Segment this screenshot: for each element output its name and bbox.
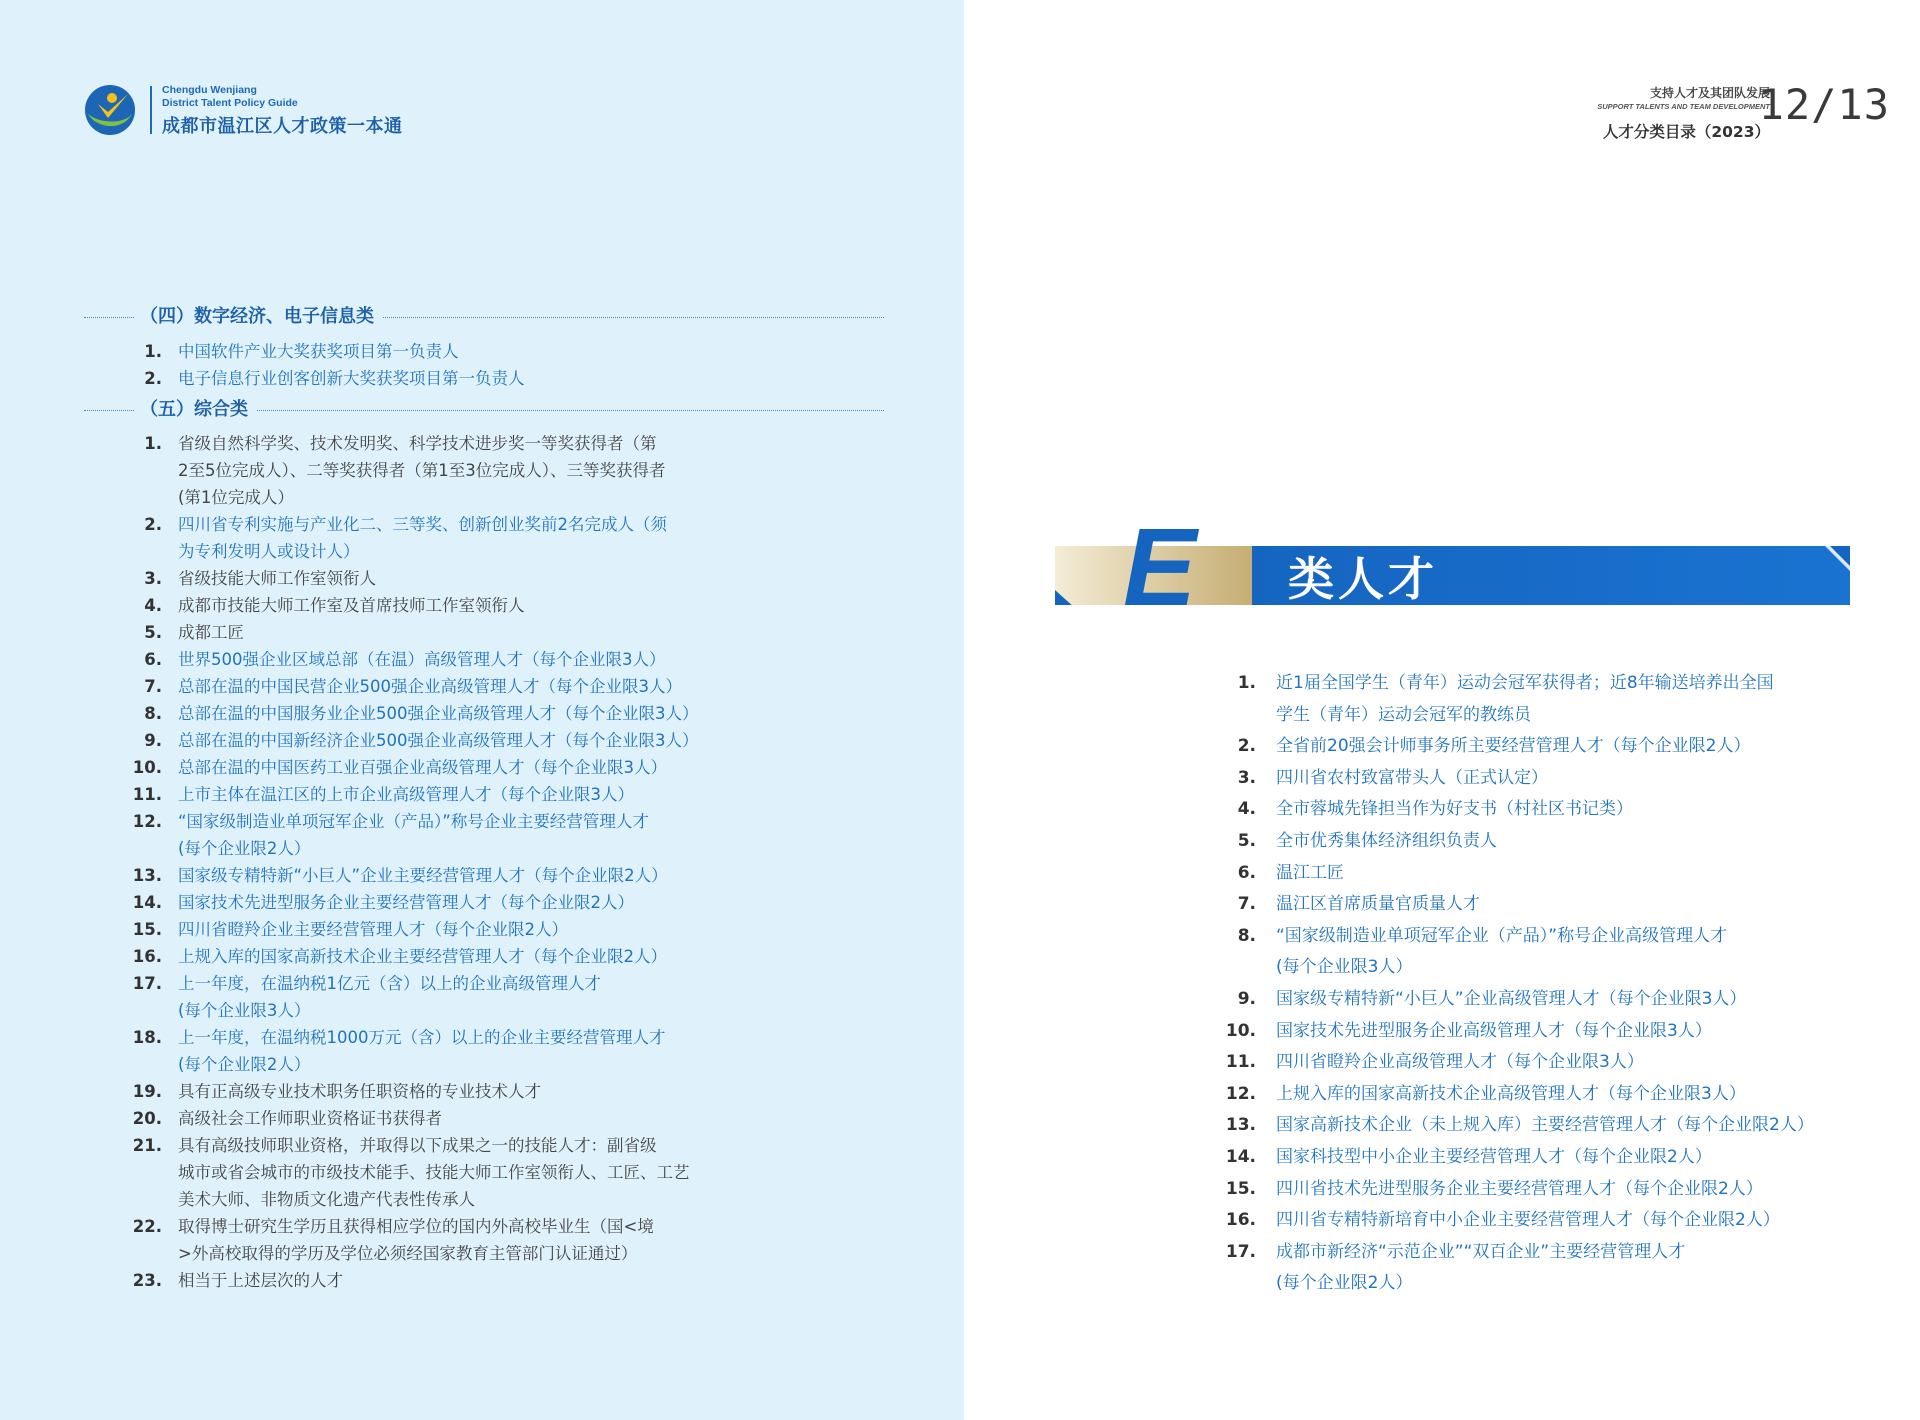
item-number: 5.	[1237, 830, 1256, 851]
item-number: 13.	[1225, 1115, 1256, 1136]
item-number: 13.	[132, 866, 162, 885]
item-text: 近1届全国学生（青年）运动会冠军获得者；近8年输送培养出全国	[1276, 673, 1774, 693]
banner-letter-e: E	[1123, 506, 1197, 605]
item-number: 14.	[132, 893, 162, 912]
item-text: 上一年度，在温纳税1亿元（含）以上的企业高级管理人才	[178, 974, 601, 993]
list-item	[1225, 1047, 1876, 1079]
logo-english-text	[162, 84, 298, 110]
item-text: (每个企业限3人）	[178, 1001, 311, 1020]
item-text: 2至5位完成人）、二等奖获得者（第1至3位完成人）、三等奖获得者	[178, 461, 666, 480]
list-item	[1237, 858, 1876, 890]
list-item	[1237, 763, 1876, 795]
list-item	[144, 727, 828, 754]
item-text: 上一年度，在温纳税1000万元（含）以上的企业主要经营管理人才	[178, 1028, 666, 1047]
list-item	[1225, 1110, 1876, 1142]
item-number: 5.	[144, 623, 162, 642]
item-text: 国家技术先进型服务企业高级管理人才（每个企业限3人）	[1276, 1020, 1712, 1041]
list-item	[132, 754, 828, 781]
item-number: 18.	[132, 1028, 162, 1047]
list-item	[144, 673, 828, 700]
item-number: 2.	[144, 369, 162, 388]
item-text: 四川省专利实施与产业化二、三等奖、创新创业奖前2名完成人（须	[178, 515, 667, 534]
item-number: 10.	[132, 758, 162, 777]
list-item	[1225, 1142, 1876, 1174]
page-numbers: 12/13	[1758, 80, 1890, 129]
item-text: 四川省瞪羚企业主要经营管理人才（每个企业限2人）	[178, 920, 568, 939]
item-text: 国家级专精特新“小巨人”企业主要经营管理人才（每个企业限2人）	[178, 866, 668, 885]
logo	[84, 84, 484, 144]
logo-en-line1: Chengdu Wenjiang	[162, 84, 257, 96]
list-item	[1237, 668, 1876, 731]
item-text: 总部在温的中国民营企业500强企业高级管理人才（每个企业限3人）	[178, 677, 682, 696]
item-text: 成都工匠	[178, 623, 244, 642]
list-item	[132, 808, 828, 862]
list-item	[132, 781, 828, 808]
list-item	[132, 1078, 828, 1105]
item-number: 2.	[144, 515, 162, 534]
item-text: (第1位完成人）	[178, 488, 294, 507]
item-text: 城市或省会城市的市级技术能手、技能大师工作室领衔人、工匠、工艺	[178, 1163, 690, 1182]
header-cn-bottom: 人才分类目录（2023）	[1602, 123, 1770, 141]
list-item	[144, 511, 828, 565]
list-item	[1237, 826, 1876, 858]
item-text: 相当于上述层次的人才	[178, 1271, 343, 1290]
list-item	[132, 889, 828, 916]
logo-emblem-icon	[84, 84, 136, 136]
list-item	[1225, 1205, 1876, 1237]
list-item	[1225, 1016, 1876, 1048]
list-item	[132, 916, 828, 943]
item-text: 取得博士研究生学历且获得相应学位的国内外高校毕业生（国<境	[178, 1217, 654, 1236]
item-text: 国家技术先进型服务企业主要经营管理人才（每个企业限2人）	[178, 893, 634, 912]
item-number: 20.	[132, 1109, 162, 1128]
item-text: 国家科技型中小企业主要经营管理人才（每个企业限2人）	[1276, 1146, 1712, 1167]
item-number: 23.	[132, 1271, 162, 1290]
item-text: (每个企业限2人）	[178, 1055, 311, 1074]
section-5-list	[132, 430, 828, 1294]
list-item	[144, 619, 828, 646]
item-number: 1.	[144, 434, 162, 453]
item-number: 10.	[1225, 1020, 1256, 1041]
item-number: 16.	[1225, 1210, 1256, 1231]
list-item	[144, 365, 828, 392]
item-text: “国家级制造业单项冠军企业（产品）”称号企业主要经营管理人才	[178, 812, 649, 831]
banner-graphic	[1055, 505, 1850, 605]
item-number: 15.	[1225, 1178, 1256, 1199]
item-text: 上规入库的国家高新技术企业主要经营管理人才（每个企业限2人）	[178, 947, 667, 966]
item-number: 7.	[144, 677, 162, 696]
item-number: 12.	[132, 812, 162, 831]
item-number: 9.	[144, 731, 162, 750]
item-number: 2.	[1237, 736, 1256, 757]
item-number: 22.	[132, 1217, 162, 1236]
right-page-header	[1530, 80, 1890, 150]
list-item	[132, 970, 828, 1024]
header-en: SUPPORT TALENTS AND TEAM DEVELOPMENT	[1597, 102, 1770, 111]
item-text: 具有正高级专业技术职务任职资格的专业技术人才	[178, 1082, 541, 1101]
item-text: (每个企业限3人）	[1276, 957, 1413, 978]
item-number: 6.	[1237, 862, 1256, 883]
list-item	[132, 1213, 828, 1267]
list-item	[144, 430, 828, 511]
section-4-heading	[84, 303, 884, 333]
item-text: 上市主体在温江区的上市企业高级管理人才（每个企业限3人）	[178, 785, 634, 804]
list-item	[1225, 1174, 1876, 1206]
item-number: 17.	[132, 974, 162, 993]
section-5-heading	[84, 396, 884, 426]
item-text: 四川省农村致富带头人（正式认定）	[1276, 767, 1548, 788]
item-text: 温江区首席质量官质量人才	[1276, 894, 1480, 915]
list-item	[1237, 921, 1876, 984]
section-4-list	[144, 338, 828, 392]
list-item	[132, 1132, 828, 1213]
item-text: 成都市新经济“示范企业”“双百企业”主要经营管理人才	[1276, 1241, 1686, 1262]
item-number: 11.	[1225, 1052, 1256, 1073]
item-number: 17.	[1225, 1241, 1256, 1262]
item-text: 全市优秀集体经济组织负责人	[1276, 830, 1497, 851]
item-number: 4.	[1237, 799, 1256, 820]
item-text: 四川省瞪羚企业高级管理人才（每个企业限3人）	[1276, 1052, 1644, 1073]
list-item	[144, 592, 828, 619]
item-text: 四川省技术先进型服务企业主要经营管理人才（每个企业限2人）	[1276, 1178, 1763, 1199]
list-item	[132, 1105, 828, 1132]
item-number: 1.	[1237, 673, 1256, 693]
item-text: 电子信息行业创客创新大奖获奖项目第一负责人	[178, 369, 525, 388]
item-number: 12.	[1225, 1083, 1256, 1104]
item-number: 16.	[132, 947, 162, 966]
item-text: 美术大师、非物质文化遗产代表性传承人	[178, 1190, 475, 1209]
list-item	[132, 943, 828, 970]
list-item	[144, 338, 828, 365]
item-text: 为专利发明人或设计人）	[178, 542, 360, 561]
list-item	[1237, 889, 1876, 921]
item-text: 省级技能大师工作室领衔人	[178, 569, 376, 588]
list-item	[1237, 984, 1876, 1016]
item-text: 成都市技能大师工作室及首席技师工作室领衔人	[178, 596, 525, 615]
list-item	[144, 565, 828, 592]
logo-divider	[150, 86, 152, 134]
item-text: 省级自然科学奖、技术发明奖、科学技术进步奖一等奖获得者（第	[178, 434, 657, 453]
list-item	[132, 1267, 828, 1294]
section-4-title: （四）数字经济、电子信息类	[140, 303, 382, 331]
item-text: 四川省专精特新培育中小企业主要经营管理人才（每个企业限2人）	[1276, 1210, 1780, 1231]
item-number: 6.	[144, 650, 162, 669]
list-item	[144, 646, 828, 673]
item-number: 14.	[1225, 1146, 1256, 1167]
item-text: 全市蓉城先锋担当作为好支书（村社区书记类）	[1276, 799, 1633, 820]
list-item	[132, 1024, 828, 1078]
item-text: (每个企业限2人）	[178, 839, 311, 858]
banner-title: 类人才	[1288, 553, 1438, 605]
item-number: 4.	[144, 596, 162, 615]
header-cn-top: 支持人才及其团队发展	[1649, 86, 1770, 100]
logo-chinese-title: 成都市温江区人才政策一本通	[162, 116, 403, 137]
list-item	[144, 700, 828, 727]
item-number: 3.	[144, 569, 162, 588]
item-text: 国家级专精特新“小巨人”企业高级管理人才（每个企业限3人）	[1276, 988, 1747, 1009]
item-text: 总部在温的中国服务业企业500强企业高级管理人才（每个企业限3人）	[178, 704, 699, 723]
item-number: 19.	[132, 1082, 162, 1101]
item-text: 高级社会工作师职业资格证书获得者	[178, 1109, 442, 1128]
e-category-list	[1225, 668, 1876, 1300]
item-number: 9.	[1237, 988, 1256, 1009]
item-number: 21.	[132, 1136, 162, 1155]
item-text: 总部在温的中国医药工业百强企业高级管理人才（每个企业限3人）	[178, 758, 667, 777]
item-text: 中国软件产业大奖获奖项目第一负责人	[178, 342, 459, 361]
item-text: >外高校取得的学历及学位必须经国家教育主管部门认证通过）	[178, 1244, 638, 1263]
list-item	[1225, 1237, 1876, 1300]
dotted-rule	[84, 317, 134, 318]
item-number: 1.	[144, 342, 162, 361]
item-text: 学生（青年）运动会冠军的教练员	[1276, 704, 1531, 725]
list-item	[1237, 731, 1876, 763]
item-text: 具有高级技师职业资格，并取得以下成果之一的技能人才：副省级	[178, 1136, 657, 1155]
item-number: 8.	[1237, 925, 1256, 946]
item-number: 8.	[144, 704, 162, 723]
item-text: 全省前20强会计师事务所主要经营管理人才（每个企业限2人）	[1276, 736, 1751, 757]
item-number: 15.	[132, 920, 162, 939]
item-text: 国家高新技术企业（未上规入库）主要经营管理人才（每个企业限2人）	[1276, 1115, 1814, 1136]
list-item	[1225, 1079, 1876, 1111]
item-text: 总部在温的中国新经济企业500强企业高级管理人才（每个企业限3人）	[178, 731, 699, 750]
logo-en-line2: District Talent Policy Guide	[162, 97, 298, 109]
list-item	[132, 862, 828, 889]
dotted-rule	[84, 410, 134, 411]
item-text: “国家级制造业单项冠军企业（产品）”称号企业高级管理人才	[1276, 925, 1728, 946]
list-item	[1237, 794, 1876, 826]
item-text: 上规入库的国家高新技术企业高级管理人才（每个企业限3人）	[1276, 1083, 1746, 1104]
item-number: 11.	[132, 785, 162, 804]
item-number: 3.	[1237, 767, 1256, 788]
item-text: (每个企业限2人）	[1276, 1273, 1413, 1294]
item-text: 世界500强企业区域总部（在温）高级管理人才（每个企业限3人）	[178, 650, 666, 669]
section-5-title: （五）综合类	[140, 396, 256, 424]
item-number: 7.	[1237, 894, 1256, 915]
item-text: 温江工匠	[1276, 862, 1344, 883]
e-category-banner	[1055, 505, 1850, 605]
